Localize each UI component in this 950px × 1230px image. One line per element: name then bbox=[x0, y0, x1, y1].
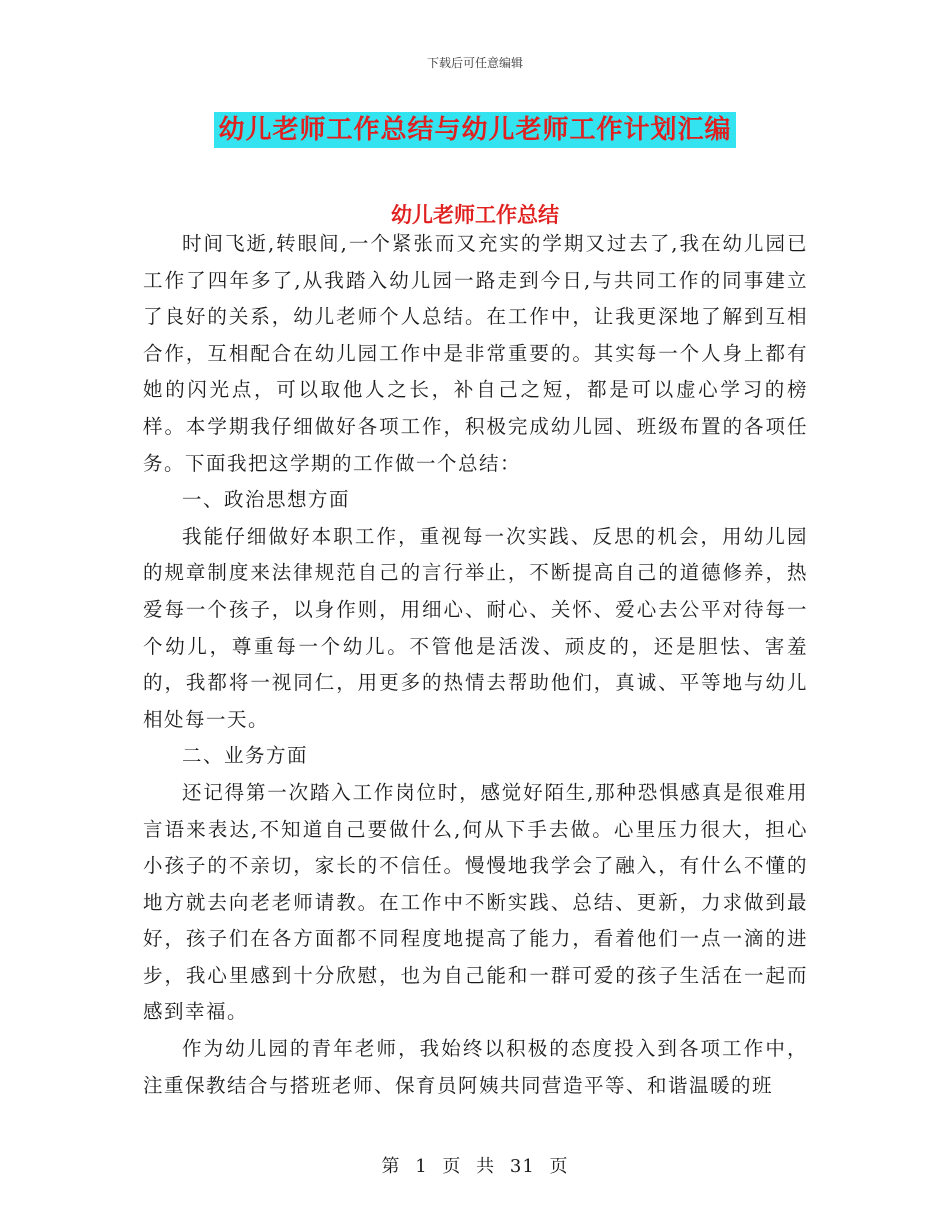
paragraph-intro: 时间飞逝,转眼间,一个紧张而又充实的学期又过去了,我在幼儿园已工作了四年多了,从我踏入幼儿园一路走到今日,与共同工作的同事建立了良好的关系，幼儿老师个人总结。在工作中，让我更深地了解到互相合作，互相配合在幼儿园工作中是非常重要的。其实每一个人身上都有她的闪光点，可以取他人之长，补自己之短，都是可以虚心学习的榜样。本学期我仔细做好各项工作，积极完成幼儿园、班级布置的各项任务。下面我把这学期的工作做一个总结： bbox=[143, 232, 808, 475]
footer-page-label: 页 bbox=[442, 1156, 462, 1177]
paragraph-youth-teacher: 作为幼儿园的青年老师，我始终以积极的态度投入到各项工作中，注重保教结合与搭班老师、保育员阿姨共同营造平等、和谐温暖的班 bbox=[143, 1037, 808, 1097]
section-title: 幼儿老师工作总结 bbox=[391, 202, 559, 227]
footer-total-pages: 31 bbox=[509, 1156, 535, 1177]
footer-page-number: 1 bbox=[415, 1156, 428, 1177]
footer-total-prefix: 共 bbox=[476, 1156, 496, 1177]
heading-political: 一、政治思想方面 bbox=[182, 488, 351, 512]
document-title-container bbox=[0, 112, 950, 148]
paragraph-business: 还记得第一次踏入工作岗位时，感觉好陌生,那种恐惧感真是很难用言语来表达,不知道自己要做什么,何从下手去做。心里压力很大，担心小孩子的不亲切，家长的不信任。慢慢地我学会了融入，有什么不懂的地方就去向老老师请教。在工作中不断实践、总结、更新，力求做到最好，孩子们在各方面都不同程度地提高了能力，看着他们一点一滴的进步，我心里感到十分欣慰，也为自己能和一群可爱的孩子生活在一起而感到幸福。 bbox=[143, 780, 808, 1024]
header-note: 下载后可任意编辑 bbox=[426, 56, 523, 70]
page-footer bbox=[0, 1152, 950, 1178]
footer-page-prefix: 第 bbox=[381, 1156, 401, 1177]
document-title: 幼儿老师工作总结与幼儿老师工作计划汇编 bbox=[214, 112, 735, 148]
footer-total-suffix: 页 bbox=[549, 1156, 569, 1177]
document-body bbox=[143, 226, 808, 1104]
paragraph-political: 我能仔细做好本职工作，重视每一次实践、反思的机会，用幼儿园的规章制度来法律规范自己的言行举止，不断提高自己的道德修养，热爱每一个孩子，以身作则，用细心、耐心、关怀、爱心去公平对待每一个幼儿，尊重每一个幼儿。不管他是活泼、顽皮的，还是胆怯、害羞的，我都将一视同仁，用更多的热情去帮助他们，真诚、平等地与幼儿相处每一天。 bbox=[143, 524, 808, 731]
heading-business: 二、业务方面 bbox=[182, 744, 309, 768]
